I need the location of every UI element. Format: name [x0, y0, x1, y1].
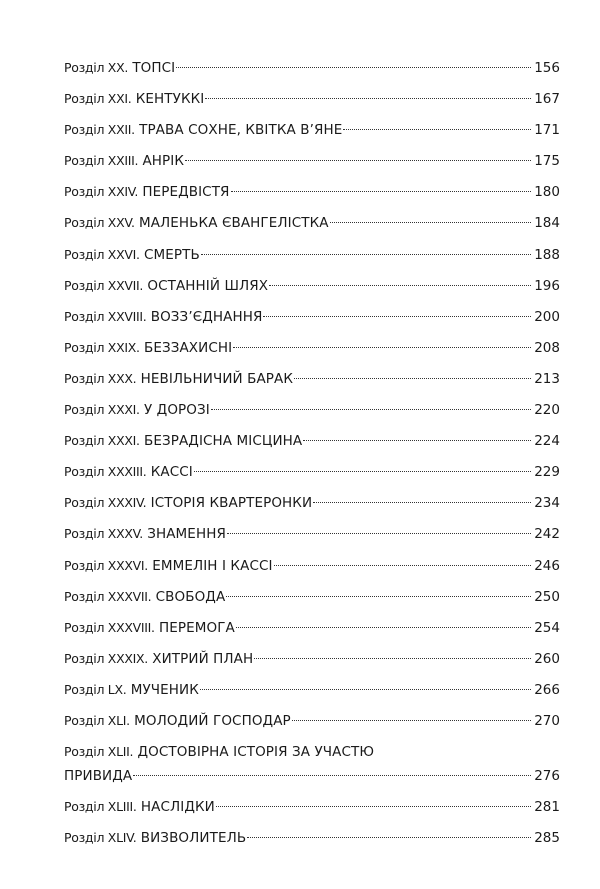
chapter-title: БЕЗЗАХИСНІ: [143, 339, 233, 356]
dot-leader: [201, 254, 531, 255]
chapter-title: ТРАВА СОХНЕ, КВІТКА В’ЯНЕ: [139, 122, 343, 139]
chapter-number: Розділ XXVII.: [64, 277, 144, 293]
toc-entry: [64, 705, 560, 736]
dot-leader: [185, 160, 531, 161]
page-number: 171: [534, 122, 560, 139]
page-number: 188: [534, 246, 560, 263]
chapter-title: ЕММЕЛІН І КАССІ: [152, 557, 273, 574]
dot-leader: [343, 129, 531, 130]
page-number: 285: [534, 830, 560, 847]
chapter-title: МОЛОДИЙ ГОСПОДАР: [134, 712, 291, 729]
dot-leader: [194, 471, 531, 472]
page-number: 167: [534, 91, 560, 108]
chapter-title: СВОБОДА: [155, 588, 226, 605]
page-number: 250: [534, 588, 560, 605]
chapter-number: Розділ XXXVIII.: [64, 619, 155, 635]
page-number: 184: [534, 215, 560, 232]
dot-leader: [211, 409, 531, 410]
dot-leader: [231, 191, 531, 192]
toc-entry: [64, 114, 560, 145]
chapter-number: Розділ XLIII.: [64, 799, 137, 815]
dot-leader: [227, 533, 531, 534]
chapter-title: НЕВІЛЬНИЧИЙ БАРАК: [140, 370, 294, 387]
chapter-title: ВИЗВОЛИТЕЛЬ: [140, 830, 247, 847]
dot-leader: [330, 222, 531, 223]
chapter-number: Розділ XXXIV.: [64, 495, 147, 511]
toc-entry: [64, 239, 560, 270]
chapter-number: Розділ XXIX.: [64, 339, 140, 355]
toc-entry: [64, 581, 560, 612]
page-number: 180: [534, 184, 560, 201]
page-number: 200: [534, 308, 560, 325]
toc-entry: [64, 270, 560, 301]
chapter-title: АНРІК: [142, 153, 185, 170]
page-number: 229: [534, 464, 560, 481]
chapter-number: Розділ XXX.: [64, 370, 137, 386]
dot-leader: [133, 775, 531, 776]
chapter-number: Розділ XXI.: [64, 91, 132, 107]
chapter-number: Розділ XXVI.: [64, 246, 140, 262]
dot-leader: [216, 806, 531, 807]
chapter-number: Розділ XXIII.: [64, 153, 139, 169]
dot-leader: [226, 596, 531, 597]
page-number: 276: [534, 768, 560, 785]
dot-leader: [313, 502, 531, 503]
dot-leader: [294, 378, 531, 379]
page-number: 266: [534, 681, 560, 698]
chapter-title: МУЧЕНИК: [130, 681, 199, 698]
page-number: 254: [534, 619, 560, 636]
toc-entry: [64, 425, 560, 456]
chapter-title: ЗНАМЕННЯ: [147, 526, 226, 543]
chapter-title: КАССІ: [150, 464, 193, 481]
toc-entry: [64, 363, 560, 394]
chapter-number: Розділ XXXVI.: [64, 557, 148, 573]
dot-leader: [274, 565, 531, 566]
toc-entry: [64, 52, 560, 83]
chapter-title: КЕНТУККІ: [135, 91, 205, 108]
dot-leader: [263, 316, 531, 317]
chapter-title: МАЛЕНЬКА ЄВАНГЕЛІСТКА: [138, 215, 329, 232]
chapter-title: ОСТАННІЙ ШЛЯХ: [147, 277, 269, 294]
toc-entry: [64, 176, 560, 207]
chapter-title: ПЕРЕМОГА: [158, 619, 235, 636]
chapter-number: Розділ XXIV.: [64, 184, 139, 200]
page-number: 281: [534, 799, 560, 816]
dot-leader: [176, 67, 531, 68]
chapter-title: У ДОРОЗІ: [143, 402, 210, 419]
dot-leader: [233, 347, 531, 348]
chapter-title: НАСЛІДКИ: [140, 799, 215, 816]
chapter-title: СМЕРТЬ: [143, 246, 200, 263]
chapter-number: Розділ XXVIII.: [64, 308, 147, 324]
toc-entry: [64, 394, 560, 425]
page-number: 242: [534, 526, 560, 543]
page-number: 208: [534, 339, 560, 356]
page-number: 220: [534, 402, 560, 419]
chapter-title-line2: ПРИВИДА: [64, 768, 133, 785]
toc-entry: [64, 822, 560, 853]
chapter-title: ХИТРИЙ ПЛАН: [152, 650, 254, 667]
chapter-number: Розділ XLI.: [64, 712, 130, 728]
toc-entry: [64, 145, 560, 176]
toc-entry: [64, 643, 560, 674]
toc-entry: [64, 550, 560, 581]
toc-entry: [64, 518, 560, 549]
chapter-number: Розділ XXV.: [64, 215, 135, 231]
chapter-number: Розділ XXXIX.: [64, 650, 148, 666]
toc-entry: [64, 487, 560, 518]
toc-entry-chapter-42: [64, 736, 560, 791]
chapter-number: Розділ LX.: [64, 681, 127, 697]
dot-leader: [205, 98, 531, 99]
chapter-number: Розділ XLIV.: [64, 830, 137, 846]
chapter-number: Розділ XXII.: [64, 122, 135, 138]
toc-entry: [64, 332, 560, 363]
page-number: 156: [534, 60, 560, 76]
page-number: 234: [534, 495, 560, 512]
dot-leader: [303, 440, 531, 441]
dot-leader: [247, 837, 531, 838]
page-number: 270: [534, 712, 560, 729]
chapter-number: Розділ XXXV.: [64, 526, 143, 542]
chapter-number: Розділ XXXI.: [64, 402, 140, 418]
chapter-title-line1: ДОСТОВІРНА ІСТОРІЯ ЗА УЧАСТЮ: [137, 744, 375, 761]
chapter-title: ІСТОРІЯ КВАРТЕРОНКИ: [150, 495, 313, 512]
toc-entry: [64, 301, 560, 332]
page-number: 175: [534, 153, 560, 170]
page-number: 213: [534, 370, 560, 387]
toc-entry: [64, 612, 560, 643]
dot-leader: [292, 720, 531, 721]
page-number: 246: [534, 557, 560, 574]
chapter-number: Розділ XXXVII.: [64, 588, 152, 604]
dot-leader: [269, 285, 531, 286]
dot-leader: [200, 689, 531, 690]
chapter-title: ПЕРЕДВІСТЯ: [142, 184, 230, 201]
chapter-number: Розділ XXXI.: [64, 433, 140, 449]
chapter-title: ВОЗЗ’ЄДНАННЯ: [150, 308, 263, 325]
page-number: 196: [534, 277, 560, 294]
page-number: 260: [534, 650, 560, 667]
chapter-number: Розділ XX.: [64, 60, 129, 75]
chapter-title: БЕЗРАДІСНА МІСЦИНА: [143, 433, 303, 450]
dot-leader: [236, 627, 531, 628]
chapter-number: Розділ XXXIII.: [64, 464, 147, 480]
dot-leader: [254, 658, 531, 659]
toc-entry: [64, 207, 560, 238]
toc-entry: [64, 791, 560, 822]
toc-entry: [64, 83, 560, 114]
chapter-number: Розділ XLII.: [64, 744, 134, 760]
toc-entry: [64, 674, 560, 705]
table-of-contents: [64, 52, 560, 853]
chapter-title: ТОПСІ: [132, 60, 176, 76]
page-number: 224: [534, 433, 560, 450]
toc-entry: [64, 456, 560, 487]
